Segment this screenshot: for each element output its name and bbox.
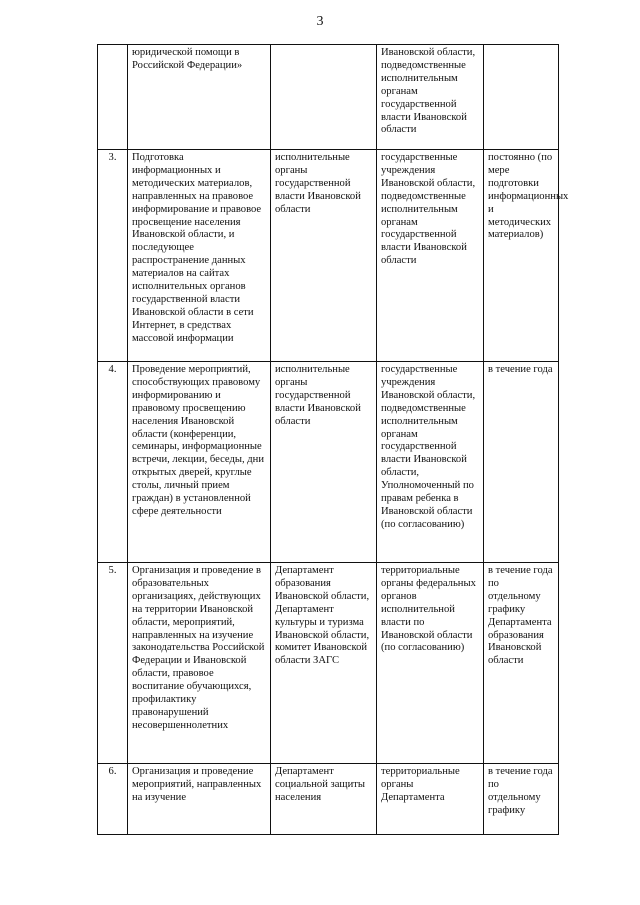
coexecutor-cell: территориальные органы федеральных органов исполнительной власти по Ивановской области (по согласованию) <box>377 563 484 764</box>
coexecutor-cell: государственные учреждения Ивановской области, подведомственные исполнительным органам государственной власти Ивановской области, Уполномоченный по правам ребенка в Ивановской области (по согласованию) <box>377 362 484 563</box>
coexecutor-cell: Ивановской области, подведомственные исполнительным органам государственной власти Ивановской области <box>377 45 484 150</box>
event-cell: Подготовка информационных и методических материалов, направленных на правовое информирование и правовое просвещение населения Ивановской области, и последующее распространение данных материалов на сайтах исполнительных органов государственной власти Ивановской области в сети Интернет, в средствах массовой информации <box>128 150 271 362</box>
event-cell: Проведение мероприятий, способствующих правовому информированию и правовому просвещению населения Ивановской области (конференции, семинары, информационные встречи, лекции, беседы, дни открытых дверей, круглые столы, личный прием граждан) в установленной сфере деятельности <box>128 362 271 563</box>
executor-cell <box>271 45 377 150</box>
row-number-cell: 3. <box>98 150 128 362</box>
executor-cell: исполнительные органы государственной власти Ивановской области <box>271 362 377 563</box>
term-cell: в течение года по отдельному графику <box>484 764 559 835</box>
table-row <box>98 764 559 835</box>
term-cell: постоянно (по мере подготовки информационных и методических материалов) <box>484 150 559 362</box>
row-number-cell: 5. <box>98 563 128 764</box>
row-number-cell <box>98 45 128 150</box>
coexecutor-cell: государственные учреждения Ивановской области, подведомственные исполнительным органам государственной власти Ивановской области <box>377 150 484 362</box>
row-number-cell: 4. <box>98 362 128 563</box>
table-row <box>98 150 559 362</box>
table-row <box>98 563 559 764</box>
executor-cell: Департамент социальной защиты населения <box>271 764 377 835</box>
term-cell: в течение года <box>484 362 559 563</box>
term-cell <box>484 45 559 150</box>
executor-cell: исполнительные органы государственной власти Ивановской области <box>271 150 377 362</box>
coexecutor-cell: территориальные органы Департамента <box>377 764 484 835</box>
event-cell: юридической помощи в Российской Федерации» <box>128 45 271 150</box>
page-number: 3 <box>316 14 324 29</box>
plan-table <box>97 44 569 835</box>
event-cell: Организация и проведение в образовательных организациях, действующих на территории Ивановской области, мероприятий, направленных на изучение законодательства Российской Федерации и Ивановской области, правовое воспитание обучающихся, профилактику правонарушений несовершеннолетних <box>128 563 271 764</box>
term-cell: в течение года по отдельному графику Департамента образования Ивановской области <box>484 563 559 764</box>
executor-cell: Департамент образования Ивановской области, Департамент культуры и туризма Ивановской области, комитет Ивановской области ЗАГС <box>271 563 377 764</box>
row-number-cell: 6. <box>98 764 128 835</box>
table-row <box>98 362 559 563</box>
table-row <box>98 45 559 150</box>
event-cell: Организация и проведение мероприятий, направленных на изучение <box>128 764 271 835</box>
